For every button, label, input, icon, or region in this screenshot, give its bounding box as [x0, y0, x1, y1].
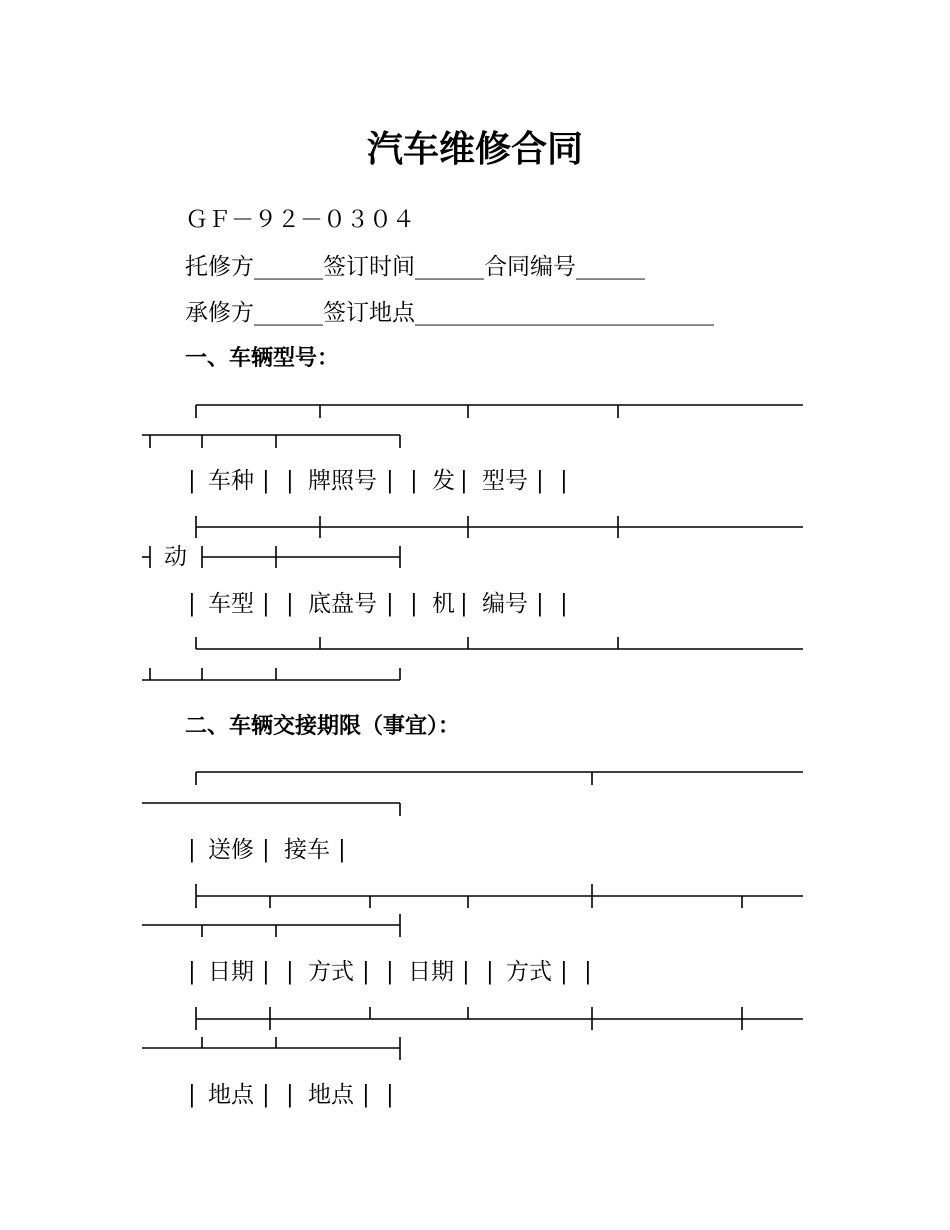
cell-engine-label-part3: 机 [432, 591, 455, 617]
cell-model-label: 型号 [482, 468, 528, 494]
table-divider: | [262, 468, 270, 494]
cell-receive-car-label: 接车 [284, 837, 330, 863]
table-divider: | [286, 468, 294, 494]
table-divider: | [462, 959, 470, 985]
table-divider: | [584, 959, 592, 985]
standard-code: ＧＦ－９２－０３０４ [185, 207, 415, 233]
table-divider: | [188, 591, 196, 617]
table-divider: | [536, 591, 544, 617]
cell-car-model-label: 车型 [208, 591, 254, 617]
table-divider: | [286, 1082, 294, 1108]
table-divider: | [262, 959, 270, 985]
document-title: 汽车维修合同 [366, 129, 583, 170]
cell-vehicle-type-label: 车种 [208, 468, 254, 494]
table-divider: | [362, 959, 370, 985]
table-divider: | [560, 591, 568, 617]
table-divider: | [286, 959, 294, 985]
table-divider: | [262, 1082, 270, 1108]
table-divider: | [188, 837, 196, 863]
table-divider: | [460, 591, 468, 617]
table-divider: | [188, 1082, 196, 1108]
cell-date-label: 日期 [208, 959, 254, 985]
cell-send-for-repair-label: 送修 [208, 837, 254, 863]
table-divider: | [560, 959, 568, 985]
cell-location-label: 地点 [208, 1082, 254, 1108]
table-divider: | [338, 837, 346, 863]
section-vehicle-model-heading: 一、车辆型号： [185, 346, 340, 371]
cell-date-label: 日期 [408, 959, 454, 985]
table-divider: | [410, 591, 418, 617]
table-divider: | [188, 468, 196, 494]
cell-serial-number-label: 编号 [482, 591, 528, 617]
cell-method-label: 方式 [506, 959, 552, 985]
cell-chassis-number-label: 底盘号 [308, 591, 377, 617]
table-divider: | [286, 591, 294, 617]
table-divider: | [188, 959, 196, 985]
section-handover-heading: 二、车辆交接期限（事宜）： [185, 714, 461, 739]
table-divider: | [486, 959, 494, 985]
table-divider: | [560, 468, 568, 494]
table-divider: | [362, 1082, 370, 1108]
table-divider: | [410, 468, 418, 494]
table-divider: | [386, 468, 394, 494]
table-divider: | [262, 591, 270, 617]
table-divider: | [262, 837, 270, 863]
table-divider: | [460, 468, 468, 494]
cell-engine-label-part1: 发 [432, 468, 455, 494]
cell-method-label: 方式 [308, 959, 354, 985]
cell-location-label: 地点 [308, 1082, 354, 1108]
table-divider: | [536, 468, 544, 494]
cell-engine-label-part2: 动 [164, 544, 187, 570]
table-divider: | [386, 959, 394, 985]
table-divider: | [386, 591, 394, 617]
contract-info-line-2: 承修方______签订地点__________________________ [185, 300, 714, 326]
table-divider: | [386, 1082, 394, 1108]
contract-info-line-1: 托修方______签订时间______合同编号______ [185, 254, 645, 280]
cell-plate-number-label: 牌照号 [308, 468, 377, 494]
